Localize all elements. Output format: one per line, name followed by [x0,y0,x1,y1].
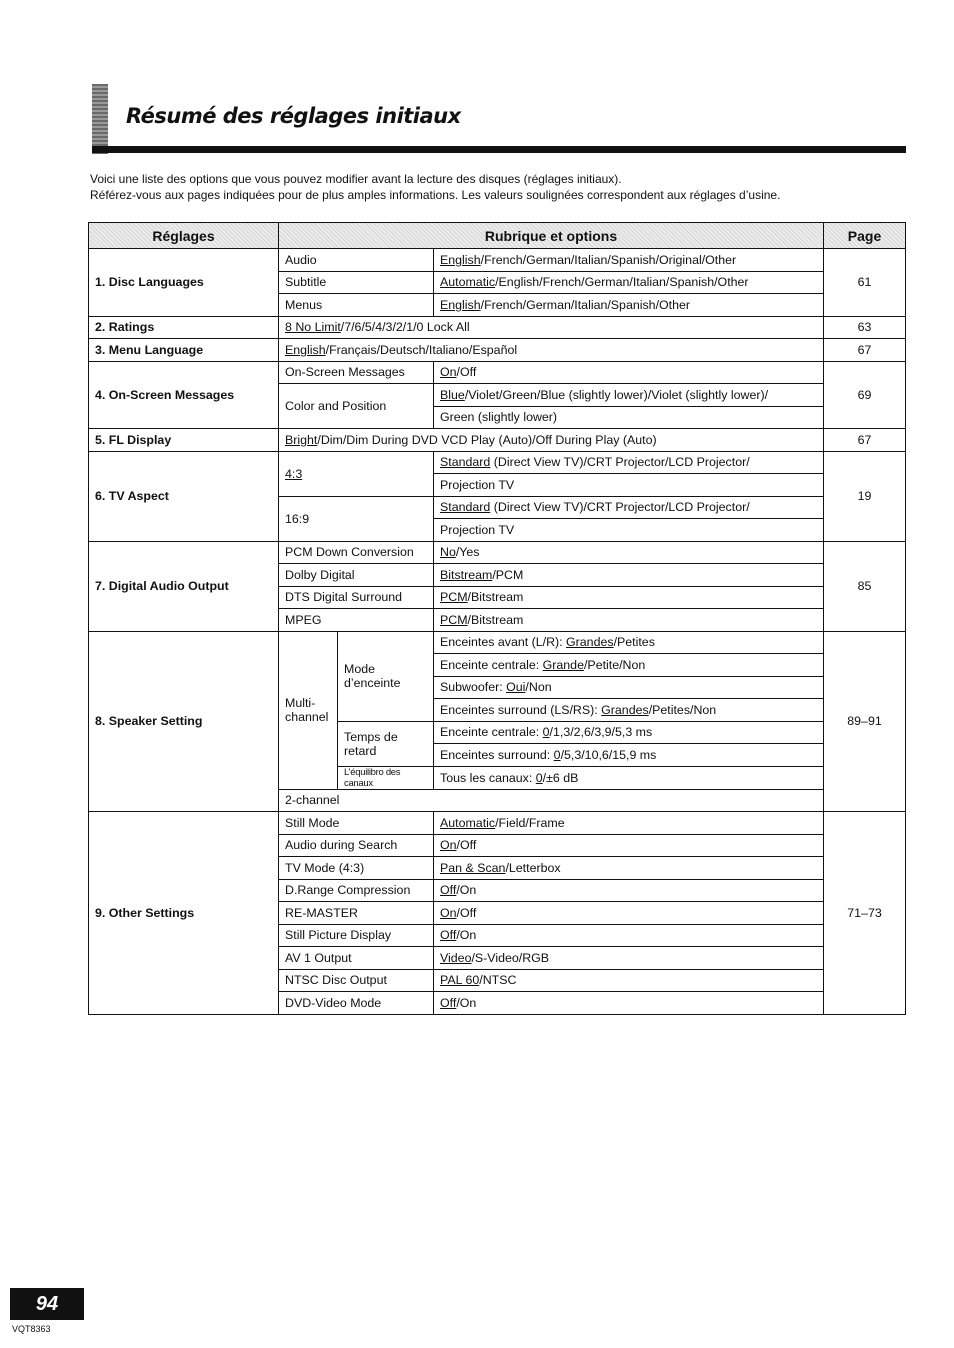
other-values: /On [456,928,477,943]
option-values [434,699,824,722]
multichannel-label: Multi- channel [279,631,338,789]
default-value: Oui [506,680,526,695]
option-label: DTS Digital Surround [279,586,434,609]
option-values [434,902,824,925]
other-values: /On [456,995,477,1010]
other-values: (Direct View TV)/CRT Projector/LCD Projector/ [490,500,750,515]
default-value: Grande [542,657,584,672]
option-values [434,451,824,474]
option-values [434,564,824,587]
option-values [279,429,824,452]
default-value: English [440,252,481,267]
other-values: /Off [456,905,477,920]
other-values: /Non [525,680,552,695]
option-label: AV 1 Output [279,947,434,970]
delay-label: Temps de retard [338,721,434,766]
other-values: /French/German/Italian/Spanish/Other [480,297,691,312]
other-values: /Bitstream [467,612,524,627]
default-value: Bright [285,432,318,447]
option-label: RE-MASTER [279,902,434,925]
option-values [434,744,824,767]
table-row [89,316,906,339]
option-label: Dolby Digital [279,564,434,587]
option-values [434,947,824,970]
option-values [434,361,824,384]
other-values: /French/German/Italian/Spanish/Original/Other [480,252,737,267]
option-label: Still Picture Display [279,924,434,947]
default-value: 0 [535,770,543,785]
page-ref: 19 [824,451,906,541]
option-values [279,339,824,362]
header-settings: Réglages [89,223,279,249]
option-prefix: Enceintes surround (LS/RS): [440,702,602,717]
option-values [434,586,824,609]
two-channel-label: 2-channel [279,789,824,812]
other-values: /Français/Deutsch/Italiano/Español [325,342,518,357]
option-values [434,541,824,564]
setting-name: 4. On-Screen Messages [89,361,279,429]
other-values: /On [456,883,477,898]
settings-table [88,222,906,1015]
table-row [89,339,906,362]
option-prefix: Enceintes surround: [440,747,554,762]
option-label: TV Mode (4:3) [279,857,434,880]
speaker-mode-label: Mode d’enceinte [338,631,434,721]
default-value: Blue [440,387,465,402]
option-label: DVD-Video Mode [279,992,434,1015]
table-row [89,361,906,384]
default-value: On [440,838,457,853]
default-value: Off [440,928,457,943]
setting-name: 5. FL Display [89,429,279,452]
other-values: /Off [456,365,477,380]
title-rule [92,146,906,153]
option-values [434,992,824,1015]
other-values: /Petites [613,635,655,650]
other-values: (Direct View TV)/CRT Projector/LCD Projector/ [490,455,750,470]
option-values [279,316,824,339]
page-ref: 89–91 [824,631,906,812]
option-values [434,654,824,677]
other-values: /Yes [455,545,480,560]
table-row [89,249,906,272]
other-values: /1,3/2,6/3,9/5,3 ms [549,725,653,740]
option-values [434,631,824,654]
default-value: Bitstream [440,567,493,582]
page-ref: 69 [824,361,906,429]
option-values [434,609,824,632]
default-value: Grandes [601,702,649,717]
table-row [89,541,906,564]
option-label: Subtitle [279,271,434,294]
default-value: Automatic [440,815,496,830]
option-values [434,721,824,744]
table-row [89,631,906,654]
other-values: /±6 dB [542,770,579,785]
intro-text [90,171,910,203]
table-row [89,812,906,835]
other-values: /Violet/Green/Blue (slightly lower)/Violet (slightly lower)/ [464,387,769,402]
other-values: /5,3/10,6/15,9 ms [560,747,657,762]
other-values: /Off [456,838,477,853]
default-value: English [440,297,481,312]
page-ref: 67 [824,339,906,362]
other-values: /English/French/German/Italian/Spanish/Other [495,275,749,290]
page-title: Résumé des réglages initiaux [126,104,461,128]
option-values [434,294,824,317]
other-values: /Petites/Non [648,702,717,717]
document-code: VQT8363 [12,1324,51,1334]
option-values [434,271,824,294]
other-values: /PCM [492,567,524,582]
option-label: Color and Position [279,384,434,429]
page-ref: 61 [824,249,906,317]
default-value: No [440,545,456,560]
option-label: Audio during Search [279,834,434,857]
setting-name: 2. Ratings [89,316,279,339]
default-value: Grandes [566,635,614,650]
page-ref: 67 [824,429,906,452]
option-label: D.Range Compression [279,879,434,902]
option-values [434,249,824,272]
balance-label: L’équilibro des canaux [338,766,434,789]
title-bar-decoration [92,84,108,154]
option-values [434,812,824,835]
setting-name: 6. TV Aspect [89,451,279,541]
option-values [434,834,824,857]
option-label: 16:9 [279,496,434,541]
default-value: Off [440,883,457,898]
option-label: NTSC Disc Output [279,969,434,992]
default-value: 0 [542,725,550,740]
option-values [434,496,824,519]
default-value: Standard [440,455,491,470]
option-values [434,384,824,407]
table-row [89,429,906,452]
default-value: PCM [440,590,468,605]
option-values-cont: Projection TV [434,519,824,542]
other-values: /Dim/Dim During DVD VCD Play (Auto)/Off During Play (Auto) [317,432,657,447]
other-values: /7/6/5/4/3/2/1/0 Lock All [340,320,470,335]
default-value: Automatic [440,275,496,290]
table-row [89,451,906,474]
other-values: /Field/Frame [495,815,565,830]
intro-line-2: Référez-vous aux pages indiquées pour de plus amples informations. Les valeurs soulignées correspondent aux réglages d’usine. [90,188,781,202]
default-value: On [440,365,457,380]
option-prefix: Enceinte centrale: [440,725,543,740]
default-value: 8 No Limit [285,320,341,335]
other-values: /S-Video/RGB [471,950,550,965]
option-label: MPEG [279,609,434,632]
default-value: Pan & Scan [440,860,506,875]
setting-name: 3. Menu Language [89,339,279,362]
option-prefix: Enceintes avant (L/R): [440,635,567,650]
other-values: /Letterbox [505,860,561,875]
other-values: /Bitstream [467,590,524,605]
option-values [434,879,824,902]
other-values: /NTSC [479,973,517,988]
option-values [434,924,824,947]
option-values-cont: Green (slightly lower) [434,406,824,429]
header-options: Rubrique et options [279,223,824,249]
page-ref: 85 [824,541,906,631]
option-label: Audio [279,249,434,272]
page-ref: 71–73 [824,812,906,1015]
page-number: 94 [10,1288,84,1320]
option-label: PCM Down Conversion [279,541,434,564]
option-values [434,969,824,992]
option-values [434,766,824,789]
option-values [434,676,824,699]
option-label: Menus [279,294,434,317]
default-value: PCM [440,612,468,627]
option-prefix: Tous les canaux: [440,770,536,785]
option-label: Still Mode [279,812,434,835]
option-prefix: Enceinte centrale: [440,657,543,672]
option-label [279,451,434,496]
page-ref: 63 [824,316,906,339]
default-value: 0 [553,747,561,762]
table-header-row [89,223,906,249]
default-value: Video [440,950,472,965]
default-value: Off [440,995,457,1010]
setting-name: 7. Digital Audio Output [89,541,279,631]
default-value: English [285,342,326,357]
other-values: /Petite/Non [583,657,646,672]
default-value: On [440,905,457,920]
header-page: Page [824,223,906,249]
default-value: Standard [440,500,491,515]
option-values-cont: Projection TV [434,474,824,497]
setting-name: 8. Speaker Setting [89,631,279,812]
setting-name: 9. Other Settings [89,812,279,1015]
default-value: PAL 60 [440,973,480,988]
setting-name: 1. Disc Languages [89,249,279,317]
option-prefix: Subwoofer: [440,680,507,695]
option-values [434,857,824,880]
option-label: On-Screen Messages [279,361,434,384]
intro-line-1: Voici une liste des options que vous pouvez modifier avant la lecture des disques (réglages initiaux). [90,172,622,186]
default-value: 4:3 [285,466,303,481]
